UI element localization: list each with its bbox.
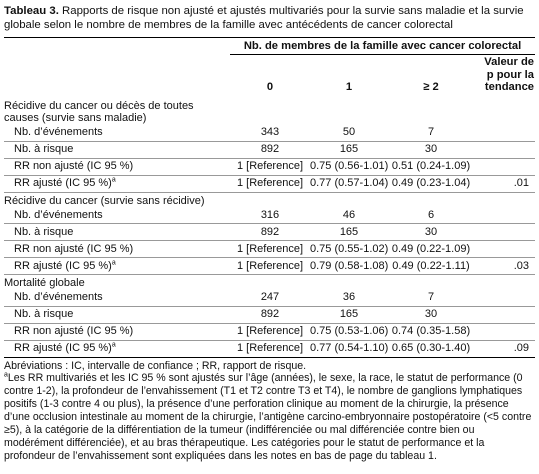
cell-p-value [474, 224, 535, 241]
row-label: Nb. à risque [4, 224, 230, 241]
cell-v1: 0.77 (0.54-1.10) [310, 340, 388, 357]
cell-v0: 247 [260, 291, 280, 303]
cell-v1: 0.77 (0.57-1.04) [310, 175, 388, 192]
cell-v0: 892 [230, 306, 310, 323]
cell-v2: 30 [388, 141, 474, 158]
cell-v1: 36 [342, 291, 356, 303]
table-row [4, 207, 535, 224]
cell-p-value [474, 207, 535, 224]
cell-v1: 46 [342, 208, 356, 221]
footnote-marker: a [4, 371, 8, 379]
cell-p-value: .09 [474, 340, 535, 357]
col-header-0: 0 [266, 80, 274, 93]
abbreviations-note: Abréviations : IC, intervalle de confiance ; RR, rapport de risque. [4, 359, 307, 372]
table-row [4, 258, 535, 275]
cell-v0: 1 [Reference] [230, 323, 310, 340]
cell-p-value [474, 141, 535, 158]
cell-v2: 30 [388, 306, 474, 323]
cell-v2: 7 [427, 291, 435, 303]
col-header-2plus: ≥ 2 [423, 80, 439, 93]
cell-v1: 0.75 (0.56-1.01) [310, 158, 388, 175]
cell-v0: 1 [Reference] [230, 258, 310, 275]
cell-p-value [474, 241, 535, 258]
table-row [4, 241, 535, 258]
cell-v0: 343 [260, 126, 280, 138]
cell-v1: 165 [310, 141, 388, 158]
table-caption [4, 5, 535, 32]
cell-v1: 165 [310, 306, 388, 323]
caption-text: Rapports de risque non ajusté et ajustés multivariés pour la survie sans maladie et la survie globale selon le nombre de membres de la famille avec antécédents de cancer colorectal [4, 5, 524, 31]
table-row [4, 224, 535, 241]
cell-v0: 1 [Reference] [230, 175, 310, 192]
cell-v2: 7 [427, 126, 435, 138]
footnote-ref: a [111, 258, 116, 266]
row-label: Nb. d’événements [14, 208, 103, 221]
cell-v2: 0.65 (0.30-1.40) [388, 340, 474, 357]
cell-v0: 892 [230, 141, 310, 158]
table-row [4, 158, 535, 175]
table-notes [4, 360, 535, 463]
row-label: RR ajusté (IC 95 %)$^a$ [4, 340, 230, 357]
row-label: RR non ajusté (IC 95 %) [4, 241, 230, 258]
results-table [4, 38, 535, 357]
row-label: Nb. à risque [4, 306, 230, 323]
row-label: Nb. d’événements [14, 291, 103, 303]
cell-v1: 50 [342, 126, 356, 138]
table-row [4, 323, 535, 340]
row-label: RR ajusté (IC 95 %)$^a$ [4, 175, 230, 192]
row-label: RR non ajusté (IC 95 %) [4, 323, 230, 340]
cell-v1: 0.75 (0.55-1.02) [310, 241, 388, 258]
cell-p-value: .03 [474, 258, 535, 275]
footnote-a [4, 372, 535, 462]
cell-p-value [474, 306, 535, 323]
cell-v2: 6 [427, 208, 435, 221]
section-header-row [4, 192, 535, 207]
cell-v2: 0.51 (0.24-1.09) [388, 158, 474, 175]
cell-p-value [474, 125, 535, 142]
cell-p-value [474, 290, 535, 307]
cell-v1: 165 [310, 224, 388, 241]
cell-v2: 0.49 (0.22-1.09) [388, 241, 474, 258]
section-header-row [4, 275, 535, 290]
cell-v0: 892 [230, 224, 310, 241]
cell-p-value [474, 158, 535, 175]
row-label: Nb. d’événements [14, 126, 103, 138]
footnote-text: Les RR multivariés et les IC 95 % sont ajustés sur l’âge (années), le sexe, la race, le statut de performance (0 contre 1-2), la profondeur de l’envahissement (T1 et T2 contre T3 et T4), le nombre de ganglions lymphatiques positifs (1-3 contre 4 ou plus), la présence d’une perforation clinique au moment de la chirurgie, la présence d’une occlusion intestinale au moment de la chirurgie, l’antigène carcino-embryonnaire postopératoire (<5 contre ≥5), à la catégorie de la différentiation de la tumeur (indifférenciée ou mal différenciée contre bien ou modérément différenciée), et au bras thérapeutique. Les catégories pour le statut de performance et la profondeur de l’envahissement sont expliquées dans les notes en bas de page du tableau 1. [4, 372, 532, 462]
group-header: Nb. de membres de la famille avec cancer colorectal [243, 40, 522, 52]
section-title: Récidive du cancer (survie sans récidive) [4, 192, 230, 207]
cell-p-value [474, 323, 535, 340]
caption-label: Tableau 3. [4, 5, 59, 17]
cell-v2: 30 [388, 224, 474, 241]
footnote-ref: a [111, 341, 116, 349]
row-label: RR ajusté (IC 95 %)$^a$ [4, 258, 230, 275]
table-row [4, 306, 535, 323]
section-header-row [4, 97, 535, 125]
footnote-ref: a [111, 176, 116, 184]
table-row [4, 141, 535, 158]
cell-v2: 0.74 (0.35-1.58) [388, 323, 474, 340]
col-header-p-trend: Valeur de p pour la tendance [484, 56, 535, 93]
cell-v0: 316 [260, 208, 280, 221]
cell-v2: 0.49 (0.22-1.11) [388, 258, 474, 275]
table-row [4, 125, 535, 142]
row-label: RR non ajusté (IC 95 %) [4, 158, 230, 175]
cell-v1: 0.75 (0.53-1.06) [310, 323, 388, 340]
row-label: Nb. à risque [4, 141, 230, 158]
table-row [4, 340, 535, 357]
cell-p-value: .01 [474, 175, 535, 192]
table-row [4, 290, 535, 307]
cell-v1: 0.79 (0.58-1.08) [310, 258, 388, 275]
table-row [4, 175, 535, 192]
cell-v0: 1 [Reference] [230, 340, 310, 357]
cell-v0: 1 [Reference] [230, 241, 310, 258]
section-title: Mortalité globale [4, 275, 230, 290]
cell-v2: 0.49 (0.23-1.04) [388, 175, 474, 192]
section-title: Récidive du cancer ou décès de toutes causes (survie sans maladie) [4, 99, 194, 124]
bottom-rule [4, 357, 535, 358]
col-header-1: 1 [345, 80, 353, 93]
cell-v0: 1 [Reference] [230, 158, 310, 175]
